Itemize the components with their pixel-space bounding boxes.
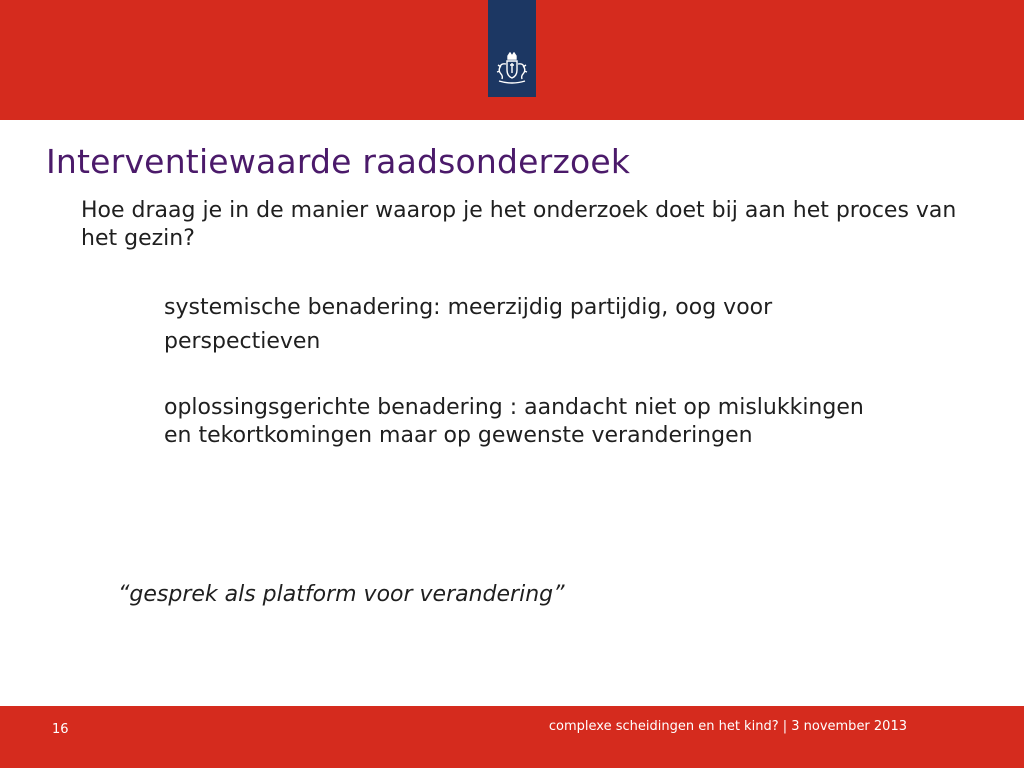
- intro-text: Hoe draag je in de manier waarop je het onderzoek doet bij aan het proces van het gezin?: [81, 198, 957, 251]
- logo: [488, 0, 536, 97]
- bullet-solution-focused: oplossingsgerichte benadering : aandacht niet op mislukkingen en tekortkomingen maar op gewenste veranderingen: [164, 395, 864, 448]
- coat-of-arms-icon: [493, 52, 531, 86]
- footer-text: complexe scheidingen en het kind? | 3 november 2013: [548, 719, 907, 734]
- bullet-systemic: systemische benadering: meerzijdig partijdig, oog voor perspectieven: [164, 295, 773, 354]
- footer-band: [0, 706, 1024, 768]
- slide-title: Interventiewaarde raadsonderzoek: [46, 142, 631, 181]
- page-number: 16: [52, 722, 69, 737]
- quote-text: “gesprek als platform voor verandering”: [118, 582, 565, 607]
